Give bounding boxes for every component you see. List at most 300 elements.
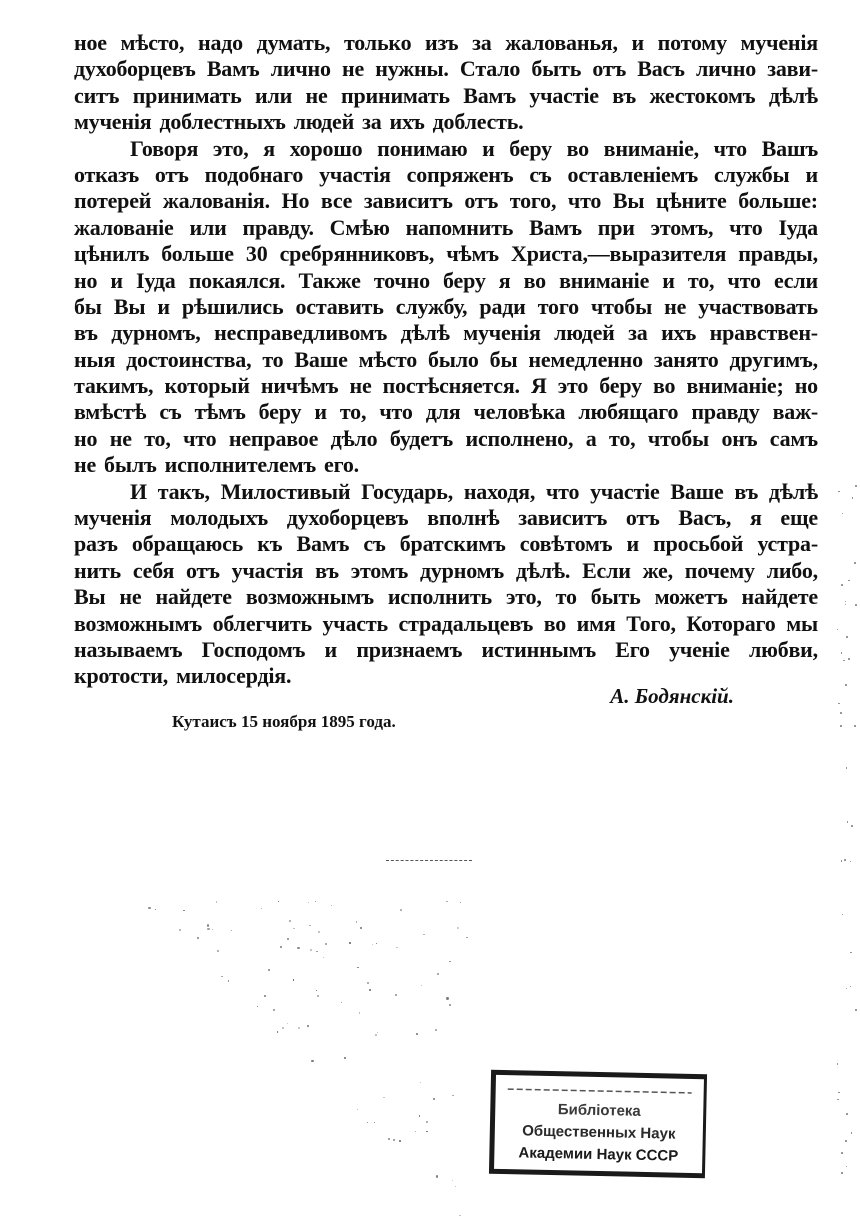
word: духоборцевъ [74, 56, 196, 82]
text-line [74, 83, 818, 109]
speck [457, 927, 459, 929]
word: еще [780, 505, 818, 531]
speck [212, 929, 213, 930]
speck [426, 1131, 428, 1133]
speck [837, 1063, 839, 1065]
speck [388, 1138, 390, 1140]
word: зави- [767, 56, 818, 82]
word: рѣшились [181, 293, 284, 319]
speck [360, 927, 363, 930]
speck [437, 973, 438, 974]
word: то, [609, 425, 636, 451]
speck [449, 1004, 451, 1006]
speck [851, 825, 853, 827]
word: дѣло [330, 425, 378, 451]
word: за [362, 109, 382, 135]
word: ное [74, 30, 107, 55]
speck [426, 1121, 428, 1123]
speck [841, 584, 843, 586]
word: дѣлѣ. [515, 557, 571, 583]
speck [841, 860, 843, 862]
word: Я [530, 373, 547, 399]
speck [415, 1131, 416, 1132]
word: вниманіе, [603, 135, 699, 161]
word: и [314, 399, 327, 425]
speck [846, 636, 848, 638]
speck [369, 989, 371, 991]
speck [268, 969, 270, 971]
speck [349, 942, 350, 943]
speck [416, 1033, 418, 1035]
speck [848, 658, 850, 660]
word: доблесть. [432, 109, 524, 135]
word: то, [687, 267, 715, 293]
speck [850, 861, 852, 863]
speck [838, 1092, 840, 1094]
word: достоинства, [126, 346, 252, 372]
word: для [425, 399, 461, 425]
word: службу, [395, 293, 468, 319]
speck [383, 1097, 385, 1099]
word: во [543, 610, 567, 636]
word: зависитъ [518, 505, 608, 531]
speck [452, 1095, 454, 1097]
speck [376, 943, 377, 944]
word: беру [258, 399, 302, 425]
word: я [749, 505, 762, 531]
word: называемъ [74, 636, 183, 662]
word: то, [339, 399, 367, 425]
speck [307, 1025, 309, 1027]
stamp-line-1: Библіотека [557, 1101, 641, 1120]
speck [317, 995, 319, 997]
word: исполнено, [465, 425, 574, 451]
word: въ [612, 82, 637, 108]
word: что [727, 267, 761, 293]
speck [855, 1009, 857, 1011]
speck [843, 660, 845, 662]
word: Смѣю [329, 214, 390, 240]
speck [316, 990, 317, 991]
word: Милостивый [220, 478, 351, 504]
word: ради [479, 293, 526, 319]
speck [841, 1152, 843, 1154]
word: кротости, [74, 663, 169, 689]
word: жалованія. [162, 188, 270, 214]
word: жестокомъ [649, 82, 756, 108]
word: если [773, 267, 818, 293]
speck [372, 944, 373, 945]
word: вниманіе; [686, 373, 784, 399]
text-line [74, 56, 818, 82]
speck [282, 1027, 284, 1029]
speck [848, 580, 850, 582]
speck [855, 604, 857, 606]
library-stamp-graphic [494, 1075, 704, 1175]
word: разъ [74, 531, 118, 557]
word: за [472, 30, 492, 55]
speck [179, 929, 181, 931]
speck [837, 629, 839, 631]
word: и [324, 636, 338, 662]
word: братскимъ [399, 531, 506, 557]
speck [278, 901, 279, 902]
word: нить [74, 557, 121, 583]
word: мѣсто, [120, 30, 185, 55]
speck [183, 910, 184, 911]
word: что [729, 214, 763, 240]
word: Вамъ [463, 82, 516, 108]
word: быть [590, 584, 641, 610]
speck [855, 485, 857, 487]
word: не [342, 56, 365, 82]
word: отъ [464, 188, 499, 214]
speck [297, 947, 299, 949]
word: ихъ [661, 320, 697, 346]
word: Васъ [637, 56, 685, 82]
speck [433, 1098, 435, 1100]
word: находя, [463, 478, 536, 504]
word: съ [363, 531, 386, 557]
word: но [74, 267, 98, 293]
speck [840, 725, 842, 727]
word: участіе [590, 478, 660, 504]
word: я [498, 267, 511, 293]
word: любящаго [578, 399, 679, 425]
stamp-line-2: Общественных Наук [522, 1122, 676, 1143]
word: думать, [256, 30, 331, 55]
word: или [254, 82, 293, 108]
word: что [567, 188, 602, 214]
word: отъ [154, 161, 189, 187]
speck [261, 908, 263, 910]
word: онъ [721, 425, 758, 451]
word: страдальцевъ [398, 610, 534, 636]
word: его. [324, 452, 359, 478]
word: и [631, 30, 644, 55]
text-line [74, 109, 818, 135]
word: этомъ, [650, 214, 714, 240]
word: постѣсняется. [382, 373, 520, 399]
word: мы [786, 610, 818, 636]
word: дурномъ [419, 557, 504, 583]
word: что [379, 399, 413, 425]
speck [396, 947, 398, 949]
word: покаялся. [188, 267, 286, 293]
word: участія [319, 161, 391, 187]
speck [257, 1006, 258, 1007]
word: найдете [155, 584, 232, 610]
word: то [555, 584, 577, 610]
word: что [183, 425, 217, 451]
word: любви, [748, 636, 818, 662]
speck [847, 821, 849, 823]
speck [845, 1140, 847, 1142]
speck [148, 907, 151, 910]
speck [435, 1029, 437, 1031]
speck [854, 725, 856, 727]
word: чѣмъ [446, 241, 499, 267]
word: правду [691, 399, 760, 425]
word: беру [599, 373, 642, 399]
word: жалованіе [74, 214, 174, 240]
word: во [523, 267, 546, 293]
word: участь [322, 610, 388, 636]
speck [466, 937, 468, 939]
speck [419, 1115, 421, 1117]
word: и [626, 531, 640, 557]
word: все [320, 188, 353, 214]
word: что [545, 478, 580, 504]
word: Того, [626, 610, 676, 636]
word: Вы [113, 293, 146, 319]
word: просьбой [653, 531, 744, 557]
text-line [74, 347, 818, 373]
word: надо [197, 30, 243, 55]
text-line [74, 505, 818, 531]
word: нужны. [375, 56, 449, 82]
word: мученія [740, 30, 818, 55]
word: больше: [738, 188, 818, 214]
speck [357, 967, 359, 969]
word: занято [653, 346, 719, 372]
word: былъ [104, 452, 157, 478]
speck [842, 914, 844, 916]
word: и [662, 267, 675, 293]
text-line [74, 320, 818, 346]
word: Вамъ [206, 56, 260, 82]
speck [293, 979, 294, 980]
speck [446, 997, 448, 999]
speck [449, 961, 451, 963]
speck [460, 902, 461, 903]
word: мученія [463, 320, 541, 346]
speck [293, 928, 295, 930]
word: быть [531, 56, 582, 82]
word: молодыхъ [170, 505, 269, 531]
word: не [74, 452, 97, 478]
word: дѣлѣ [768, 478, 818, 504]
word: такъ, [157, 478, 210, 504]
word: другимъ, [729, 346, 818, 372]
word: же, [642, 557, 673, 583]
word: къ [257, 531, 283, 557]
word: отказъ [74, 161, 139, 187]
speck [840, 712, 842, 714]
speck [277, 1031, 278, 1032]
speck [452, 1180, 453, 1181]
speck [455, 1186, 456, 1187]
speck [298, 1027, 300, 1029]
speck [231, 930, 232, 931]
word: себя [132, 557, 175, 583]
word: ничѣмъ [260, 373, 339, 399]
word: милосердія. [176, 663, 292, 689]
word: вниманіе [559, 267, 650, 293]
word: это, [212, 135, 249, 161]
word: этомъ [350, 557, 409, 583]
speck [310, 949, 312, 951]
word: участвовать [698, 293, 818, 319]
text-line [74, 584, 818, 610]
word: потерей [74, 188, 152, 214]
word: съ [529, 161, 552, 187]
word: Вамъ [296, 531, 350, 557]
word: и [110, 267, 123, 293]
word: дѣлѣ [400, 320, 450, 346]
speck [393, 1139, 395, 1141]
word: Васъ, [678, 505, 732, 531]
text-line [74, 611, 818, 637]
speck [228, 980, 230, 982]
word: и [157, 293, 170, 319]
word: лично [695, 56, 757, 82]
speck [217, 950, 219, 952]
word: беру [509, 135, 552, 161]
text-line [74, 188, 818, 214]
word: отъ [186, 557, 220, 583]
word: цѣнилъ [74, 241, 150, 267]
word: Если [582, 557, 631, 583]
word: не [305, 82, 328, 108]
speck [844, 859, 846, 861]
word: правду. [242, 214, 314, 240]
word: ихъ [389, 109, 425, 135]
word: дѣлѣ [768, 82, 818, 108]
speck [400, 909, 402, 911]
word: Іуда [136, 267, 176, 293]
word: мученія [74, 505, 152, 531]
speck [341, 1002, 342, 1003]
word: сребрянниковъ, [279, 241, 435, 267]
speck [845, 604, 847, 606]
text-line [74, 426, 818, 452]
word: мученія [74, 109, 152, 135]
text-line [74, 479, 818, 505]
word: человѣка [473, 399, 566, 425]
speck [207, 928, 209, 930]
speck [838, 703, 840, 705]
word: не [349, 373, 372, 399]
word: будетъ [389, 425, 454, 451]
word: жалованья, [505, 30, 618, 55]
word: облегчить [212, 610, 312, 636]
text-line [74, 136, 818, 162]
word: можетъ [654, 584, 728, 610]
word: мѣсто [358, 346, 418, 372]
word: службы [714, 161, 790, 187]
word: это, [505, 584, 542, 610]
word: тѣмъ [194, 399, 246, 425]
word: Стало [459, 56, 521, 82]
word: признаемъ [356, 636, 463, 662]
word: въ [734, 478, 759, 504]
text-line [74, 531, 818, 557]
speck [846, 988, 848, 990]
word: совѣтомъ [519, 531, 613, 557]
word: только [343, 30, 412, 55]
word: и [805, 161, 818, 187]
word: что [713, 135, 747, 161]
word: съ [159, 399, 182, 425]
word: отъ [592, 56, 627, 82]
speck [841, 652, 843, 654]
word: самъ [769, 425, 818, 451]
speck [845, 601, 847, 603]
word: истиннымъ [481, 636, 596, 662]
speck [850, 986, 852, 988]
word: не [664, 293, 687, 319]
word: духоборцевъ [286, 505, 409, 531]
word: сопряженъ [406, 161, 514, 187]
speck [841, 1172, 843, 1174]
word: чтобы [647, 425, 709, 451]
word: исполнить [387, 584, 492, 610]
speck [446, 901, 448, 903]
word: Говоря [130, 135, 199, 161]
word: не [109, 425, 132, 451]
word: я [263, 135, 275, 161]
speck [374, 1122, 375, 1123]
word: Вашъ [761, 135, 818, 161]
word: принимать [340, 82, 450, 108]
speck [289, 920, 291, 922]
word: людей [554, 320, 615, 346]
speck [837, 1099, 839, 1101]
speck [852, 497, 854, 499]
word: Вамъ [529, 214, 582, 240]
speck [436, 1175, 438, 1177]
text-line [74, 215, 818, 241]
speck [377, 1032, 378, 1033]
speck [316, 951, 318, 953]
word: обращаюсь [131, 531, 244, 557]
stamp-line-3: Академии Наук СССР [518, 1144, 679, 1165]
word: ситъ [74, 82, 120, 108]
word: такимъ, [74, 373, 154, 399]
speck [367, 982, 369, 984]
word: неправое [228, 425, 319, 451]
word: за [628, 320, 648, 346]
speck [308, 902, 309, 903]
speck [155, 909, 156, 910]
word: людей [293, 109, 355, 135]
word: понимаю [377, 135, 468, 161]
word: и [482, 135, 495, 161]
word: больше [161, 241, 234, 267]
word: важ- [772, 399, 818, 425]
word: почему [684, 557, 755, 583]
word: Ваше [670, 478, 724, 504]
word: цѣните [655, 188, 727, 214]
word: правды, [738, 241, 818, 267]
word: участія [231, 557, 304, 583]
word: Котораго [686, 610, 776, 636]
text-line [74, 268, 818, 294]
speck [207, 924, 210, 927]
speck [323, 957, 324, 958]
speck [331, 905, 332, 906]
word: а [585, 425, 597, 451]
word: въ [74, 320, 98, 346]
speck [851, 1132, 853, 1134]
speck [318, 931, 320, 933]
text-line [74, 373, 818, 399]
speck [315, 901, 316, 902]
word: это [557, 373, 589, 399]
word: устра- [757, 531, 818, 557]
word: Вы [74, 584, 106, 610]
